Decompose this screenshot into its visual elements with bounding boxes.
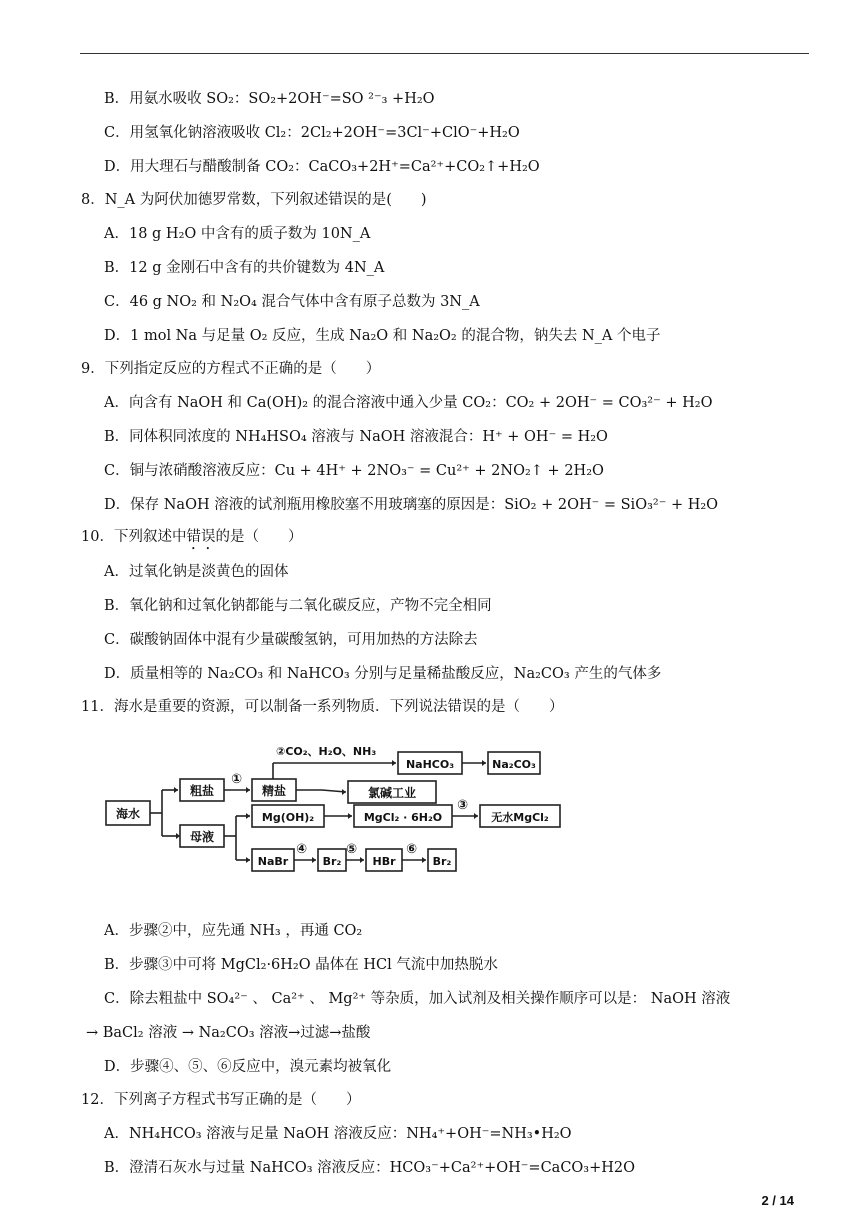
q10-stem-pre: 10．下列叙述中 [81,529,187,545]
page-number: 2 / 14 [761,1193,794,1208]
q9-option-b: B．同体积同浓度的 NH₄HSO₄ 溶液与 NaOH 溶液混合：H⁺ + OH⁻ = H₂O [104,429,608,445]
header-rule [80,53,809,54]
q12-option-b: B．澄清石灰水与过量 NaHCO₃ 溶液反应：HCO₃⁻+Ca²⁺+OH⁻=CaCO₃+H2O [104,1160,636,1176]
label-anhydrous: 无水MgCl₂ [491,811,549,824]
label-chlor-alkali: 氯碱工业 [367,786,417,800]
q9-option-d: D．保存 NaOH 溶液的试剂瓶用橡胶塞不用玻璃塞的原因是：SiO₂ + 2OH⁻ = SiO₃²⁻ + H₂O [104,497,719,513]
seawater-flow-diagram [100,735,570,880]
label-refined-salt: 精盐 [261,784,287,798]
label-step4: ④ [296,842,308,857]
label-seawater: 海水 [115,807,141,821]
q11-stem: 11．海水是重要的资源，可以制备一系列物质．下列说法错误的是（ ） [81,699,564,715]
label-crude-salt: 粗盐 [189,784,215,798]
q11-option-c-line2: → BaCl₂ 溶液 → Na₂CO₃ 溶液→过滤→盐酸 [86,1025,371,1041]
label-step1: ① [231,772,243,787]
label-nahco3: NaHCO₃ [405,758,455,771]
q10-option-b: B．氧化钠和过氧化钠都能与二氧化碳反应，产物不完全相同 [104,598,492,614]
label-step5: ⑤ [346,842,358,857]
q8-option-d: D．1 mol Na 与足量 O₂ 反应，生成 Na₂O 和 Na₂O₂ 的混合物，钠失去 N_A 个电子 [104,328,661,344]
q10-stem-post: 的是（ ） [215,529,303,545]
label-br2a: Br₂ [322,855,342,868]
q10-stem-emphasis: 错误 [186,529,216,545]
q12-stem: 12．下列离子方程式书写正确的是（ ） [81,1092,361,1108]
q11-option-b: B．步骤③中可将 MgCl₂·6H₂O 晶体在 HCl 气流中加热脱水 [104,957,498,973]
q10-option-c: C．碳酸钠固体中混有少量碳酸氢钠，可用加热的方法除去 [104,632,478,648]
label-mother-liquor: 母液 [189,830,215,844]
q8-option-b: B．12 g 金刚石中含有的共价键数为 4N_A [104,260,385,276]
label-mgcl2: MgCl₂ · 6H₂O [363,811,443,824]
q12-option-a: A．NH₄HCO₃ 溶液与足量 NaOH 溶液反应：NH₄⁺+OH⁻=NH₃•H₂O [104,1126,572,1142]
q11-option-a: A．步骤②中，应先通 NH₃ ，再通 CO₂ [104,923,363,939]
q10-option-d: D．质量相等的 Na₂CO₃ 和 NaHCO₃ 分别与足量稀盐酸反应，Na₂CO₃ 产生的气体多 [104,666,662,682]
q7-option-c: C．用氢氧化钠溶液吸收 Cl₂：2Cl₂+2OH⁻=3Cl⁻+ClO⁻+H₂O [104,125,520,141]
q9-stem: 9．下列指定反应的方程式不正确的是（ ） [81,361,381,377]
label-br2b: Br₂ [432,855,452,868]
q10-stem [81,527,302,553]
q9-option-c: C．铜与浓硝酸溶液反应：Cu + 4H⁺ + 2NO₃⁻ = Cu²⁺ + 2NO₂↑ + 2H₂O [104,463,604,479]
q11-option-c-line1: C．除去粗盐中 SO₄²⁻ 、 Ca²⁺ 、 Mg²⁺ 等杂质，加入试剂及相关操作顺序可以是： NaOH 溶液 [104,991,731,1007]
label-mgoh2: Mg(OH)₂ [261,811,315,824]
label-na2co3: Na₂CO₃ [492,758,536,771]
label-step3: ③ [457,798,469,813]
q8-option-a: A．18 g H₂O 中含有的质子数为 10N_A [104,226,371,242]
q8-stem: 8．N_A 为阿伏加德罗常数，下列叙述错误的是( ) [81,192,427,208]
label-hbr: HBr [372,855,396,868]
label-step2: ②CO₂、H₂O、NH₃ [276,745,377,758]
q7-option-d: D．用大理石与醋酸制备 CO₂：CaCO₃+2H⁺=Ca²⁺+CO₂↑+H₂O [104,159,540,175]
q11-option-d: D．步骤④、⑤、⑥反应中，溴元素均被氧化 [104,1059,392,1075]
q10-option-a: A．过氧化钠是淡黄色的固体 [104,564,289,580]
q9-option-a: A．向含有 NaOH 和 Ca(OH)₂ 的混合溶液中通入少量 CO₂：CO₂ + 2OH⁻ = CO₃²⁻ + H₂O [104,395,713,411]
q7-option-b: B．用氨水吸收 SO₂：SO₂+2OH⁻=SO ²⁻₃ +H₂O [104,91,435,107]
q8-option-c: C．46 g NO₂ 和 N₂O₄ 混合气体中含有原子总数为 3N_A [104,294,480,310]
label-nabr: NaBr [257,855,289,868]
label-step6: ⑥ [406,842,418,857]
